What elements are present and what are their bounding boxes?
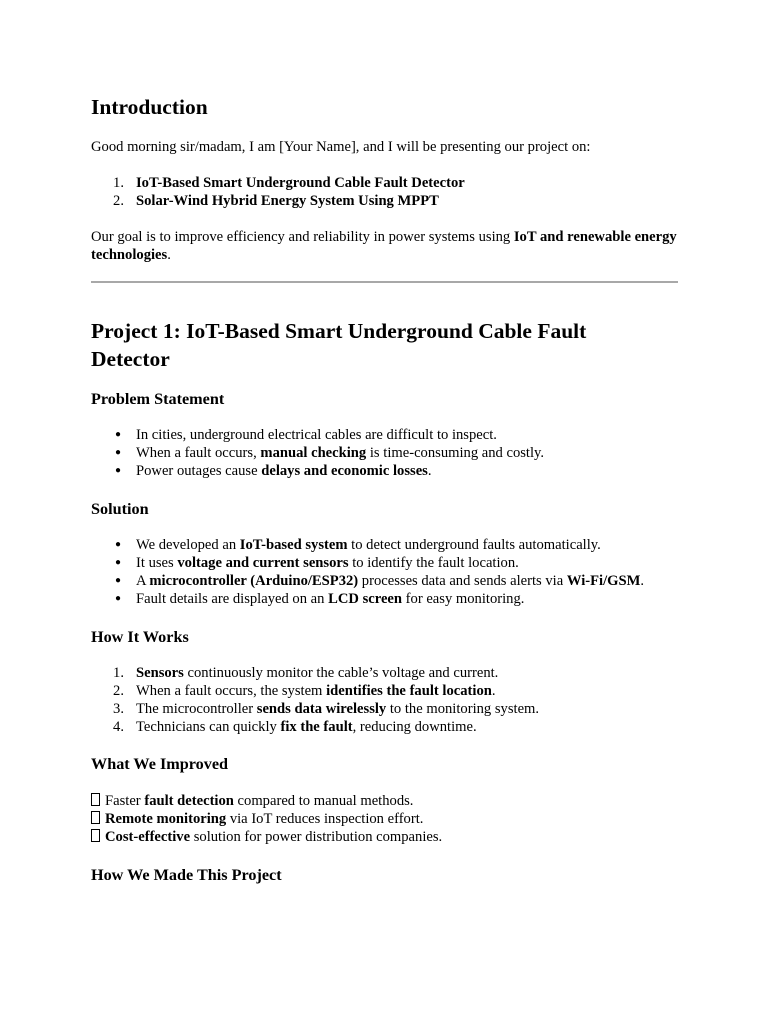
how-it-works-heading: How It Works <box>91 628 189 646</box>
list-item: ● When a fault occurs, manual checking is time-consuming and costly. <box>115 445 545 461</box>
list-item: ● In cities, underground electrical cables are difficult to inspect. <box>115 427 497 443</box>
list-item: ● It uses voltage and current sensors to identify the fault location. <box>115 555 519 571</box>
intro-greeting: Good morning sir/madam, I am [Your Name], and I will be presenting our project on: <box>91 139 591 155</box>
checkbox-icon <box>91 811 100 824</box>
list-item: Faster fault detection compared to manual methods. <box>91 792 679 810</box>
list-item: ● Fault details are displayed on an LCD screen for easy monitoring. <box>115 591 525 607</box>
list-item: ● A microcontroller (Arduino/ESP32) processes data and sends alerts via Wi-Fi/GSM. <box>115 573 645 589</box>
list-item: 3. The microcontroller sends data wirelessly to the monitoring system. <box>113 701 540 717</box>
improved-list <box>91 792 679 846</box>
list-item: Remote monitoring via IoT reduces inspection effort. <box>91 810 679 828</box>
horizontal-rule <box>91 281 678 283</box>
how-it-works-list <box>91 664 679 736</box>
checkbox-icon <box>91 793 100 806</box>
solution-list <box>91 536 679 608</box>
list-item: 1. Sensors continuously monitor the cable’s voltage and current. <box>113 665 499 681</box>
list-item: 1. IoT-Based Smart Underground Cable Fault Detector <box>113 175 465 191</box>
list-item: ● We developed an IoT-based system to detect underground faults automatically. <box>115 537 601 553</box>
list-item: Cost-effective solution for power distribution companies. <box>91 828 679 846</box>
problem-heading: Problem Statement <box>91 390 225 408</box>
intro-goal: Our goal is to improve efficiency and reliability in power systems using IoT and renewable energy technologies. <box>91 229 677 263</box>
checkbox-icon <box>91 829 100 842</box>
how-made-heading: How We Made This Project <box>91 866 282 884</box>
problem-list <box>91 426 679 480</box>
list-item: 2. Solar-Wind Hybrid Energy System Using MPPT <box>113 193 439 209</box>
intro-heading: Introduction <box>91 95 208 119</box>
project-list <box>91 174 679 210</box>
project1-heading: Project 1: IoT-Based Smart Underground Cable Fault Detector <box>91 319 587 371</box>
list-item: 4. Technicians can quickly fix the fault, reducing downtime. <box>113 719 477 735</box>
improved-heading: What We Improved <box>91 755 229 773</box>
solution-heading: Solution <box>91 500 149 518</box>
list-item: 2. When a fault occurs, the system identifies the fault location. <box>113 683 496 699</box>
list-item: ● Power outages cause delays and economic losses. <box>115 463 432 479</box>
